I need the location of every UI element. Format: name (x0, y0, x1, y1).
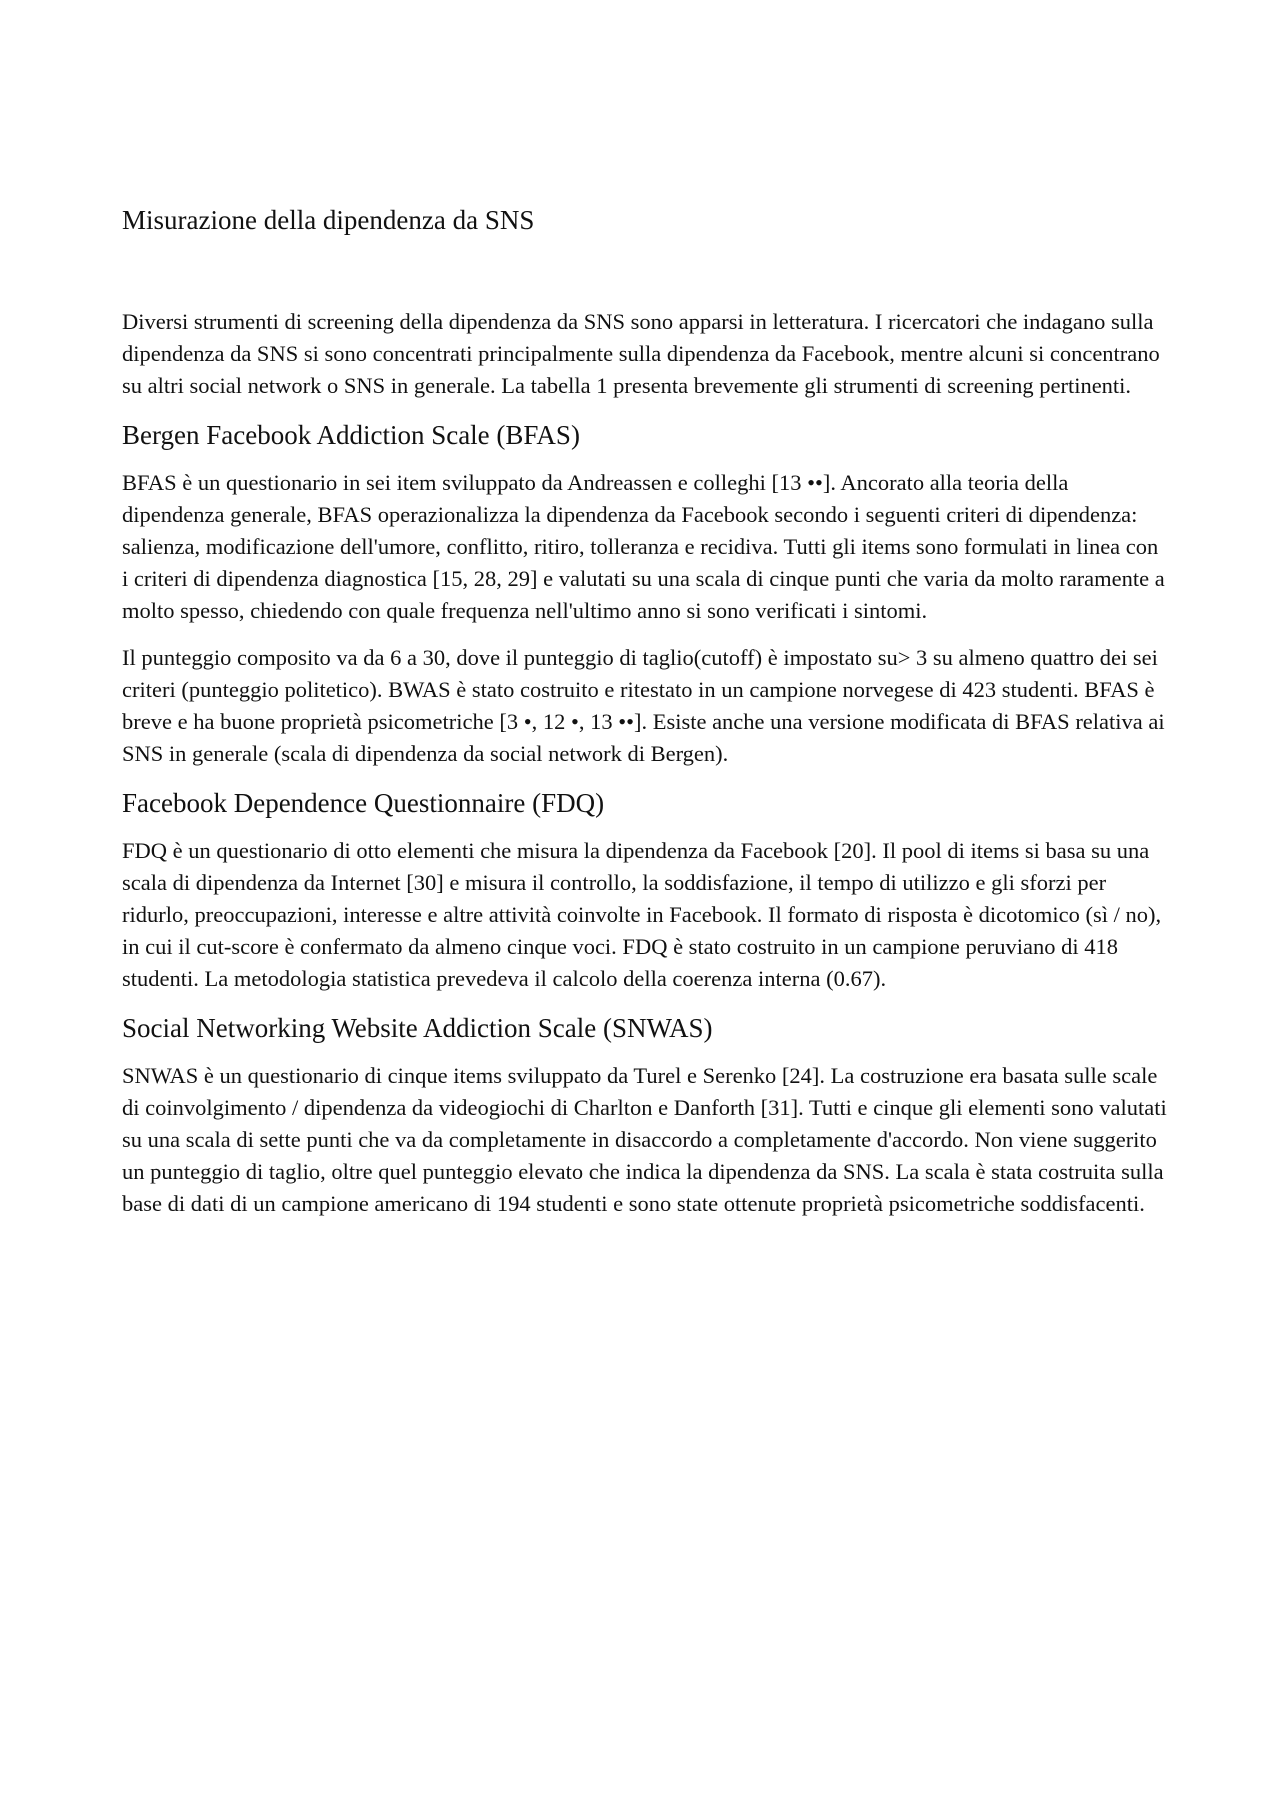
bfas-paragraph-2: Il punteggio composito va da 6 a 30, dove il punteggio di taglio(cutoff) è impostato su> 3 su almeno quattro dei sei criteri (punteggio politetico). BWAS è stato costruito e ritestato in un campione norvegese di 423 studenti. BFAS è breve e ha buone proprietà psicometriche [3 •, 12 •, 13 ••]. Esiste anche una versione modificata di BFAS relativa ai SNS in generale (scala di dipendenza da social network di Bergen). (122, 645, 1165, 766)
intro-paragraph: Diversi strumenti di screening della dipendenza da SNS sono apparsi in letteratura. I ricercatori che indagano sulla dipendenza da SNS si sono concentrati principalmente sulla dipendenza da Facebook, mentre alcuni si concentrano su altri social network o SNS in generale. La tabella 1 presenta brevemente gli strumenti di screening pertinenti. (122, 309, 1160, 398)
snwas-paragraph-1: SNWAS è un questionario di cinque items sviluppato da Turel e Serenko [24]. La costruzione era basata sulle scale di coinvolgimento / dipendenza da videogiochi di Charlton e Danforth [31]. Tutti e cinque gli elementi sono valutati su una scala di sette punti che va da completamente in disaccordo a completamente d'accordo. Non viene suggerito un punteggio di taglio, oltre quel punteggio elevato che indica la dipendenza da SNS. La scala è stata costruita sulla base di dati di un campione americano di 194 studenti e sono state ottenute proprietà psicometriche soddisfacenti. (122, 1063, 1167, 1216)
fdq-paragraph-1: FDQ è un questionario di otto elementi che misura la dipendenza da Facebook [20]. Il pool di items si basa su una scala di dipendenza da Internet [30] e misura il controllo, la soddisfazione, il tempo di utilizzo e gli sforzi per ridurlo, preoccupazioni, interesse e altre attività coinvolte in Facebook. Il formato di risposta è dicotomico (sì / no), in cui il cut-score è confermato da almeno cinque voci. FDQ è stato costruito in un campione peruviano di 418 studenti. La metodologia statistica prevedeva il calcolo della coerenza interna (0.67). (122, 838, 1162, 991)
section-heading-fdq: Facebook Dependence Questionnaire (FDQ) (122, 788, 605, 818)
section-heading-bfas: Bergen Facebook Addiction Scale (BFAS) (122, 420, 580, 450)
bfas-paragraph-1: BFAS è un questionario in sei item sviluppato da Andreassen e colleghi [13 ••]. Ancorato alla teoria della dipendenza generale, BFAS operazionalizza la dipendenza da Facebook secondo i seguenti criteri di dipendenza: salienza, modificazione dell'umore, conflitto, ritiro, tolleranza e recidiva. Tutti gli items sono formulati in linea con i criteri di dipendenza diagnostica [15, 28, 29] e valutati su una scala di cinque punti che varia da molto raramente a molto spesso, chiedendo con quale frequenza nell'ultimo anno si sono verificati i sintomi. (122, 470, 1165, 623)
section-heading-snwas: Social Networking Website Addiction Scale (SNWAS) (122, 1013, 713, 1043)
section-bfas (122, 417, 1170, 770)
document-body (122, 306, 1170, 1235)
section-snwas (122, 1010, 1170, 1220)
section-fdq (122, 785, 1170, 995)
page-title: Misurazione della dipendenza da SNS (122, 205, 535, 235)
